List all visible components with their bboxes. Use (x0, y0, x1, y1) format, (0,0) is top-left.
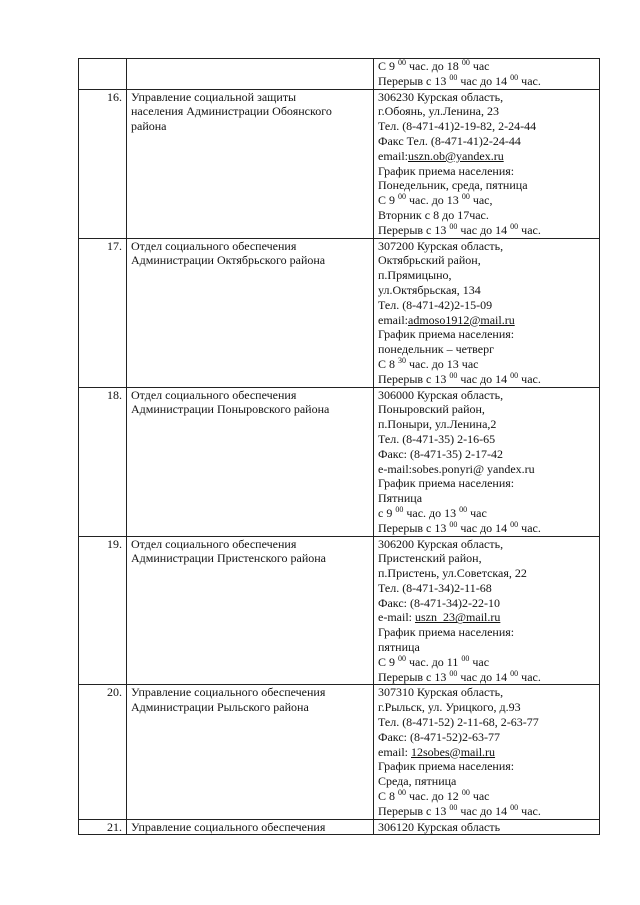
contact-text: час. (518, 371, 541, 386)
contact-line (378, 90, 595, 105)
time-superscript: 00 (398, 788, 407, 798)
organization-name-line: населения Администрации Обоянского (131, 104, 332, 119)
table-row (79, 89, 600, 238)
contact-text: Факс: (8-471-35) 2-17-42 (378, 446, 503, 461)
contact-text: с 9 (378, 505, 396, 520)
contact-text: С 8 (378, 356, 399, 371)
contact-text: Пристенский район, (378, 551, 482, 566)
contact-text: С 9 (378, 654, 399, 669)
row-number: 17. (79, 238, 127, 387)
contact-text: час до 14 (457, 520, 511, 535)
contact-line (378, 104, 595, 119)
contact-text: час. (518, 222, 541, 237)
organization-name-line: Отдел социального обеспечения (131, 536, 297, 551)
contact-text: час до 14 (457, 222, 511, 237)
contact-text: п.Прямицыно, (378, 268, 452, 283)
contact-line (378, 432, 595, 447)
contact-text: e-mail:sobes.ponyri@ yandex.ru (378, 461, 535, 476)
contact-text: час (469, 654, 490, 669)
contact-text: Перерыв с 13 (378, 520, 450, 535)
contact-text: час до 14 (457, 73, 511, 88)
time-superscript: 00 (449, 221, 458, 231)
contact-line (378, 730, 595, 745)
contact-line (378, 491, 595, 506)
contact-line (378, 59, 595, 74)
contact-line (378, 715, 595, 730)
contact-line (378, 74, 595, 89)
contact-line (378, 298, 595, 313)
organization-name-line: Администрации Пристенского района (131, 551, 327, 566)
contact-line (378, 506, 595, 521)
contact-text: Тел. (8-471-35) 2-16-65 (378, 431, 496, 446)
time-superscript: 00 (449, 802, 458, 812)
contact-text: 307310 Курская область, (378, 685, 504, 700)
time-superscript: 00 (398, 58, 407, 67)
contact-text: г.Обоянь, ул.Ленина, 23 (378, 104, 499, 119)
contact-text: час, (469, 193, 493, 208)
email-link[interactable]: 12sobes@mail.ru (411, 744, 496, 759)
contact-text: Пятница (378, 491, 423, 506)
contact-text: Перерыв с 13 (378, 73, 450, 88)
organization-name-cell (127, 238, 374, 387)
time-superscript: 00 (395, 504, 404, 514)
email-link[interactable]: uszn_23@mail.ru (414, 610, 501, 625)
row-number: 20. (79, 685, 127, 819)
contact-text: Тел. (8-471-42)2-15-09 (378, 297, 493, 312)
row-number (79, 59, 127, 90)
contact-text: Вторник с 8 до 17час. (378, 207, 489, 222)
organization-name-line: Отдел социального обеспечения (131, 238, 297, 253)
contact-text: e-mail: (378, 610, 415, 625)
organization-name-line: Администрации Поныровского района (131, 402, 330, 417)
time-superscript: 00 (449, 72, 458, 82)
contact-text: п.Пристень, ул.Советская, 22 (378, 566, 527, 581)
row-number: 19. (79, 536, 127, 685)
time-superscript: 00 (510, 370, 519, 380)
contact-text: час. (518, 669, 541, 684)
contact-text: понедельник – четверг (378, 342, 495, 357)
contact-line (378, 388, 595, 403)
time-superscript: 00 (510, 668, 519, 678)
contact-text: 307200 Курская область, (378, 238, 504, 253)
contact-line (378, 134, 595, 149)
contact-text: Тел. (8-471-34)2-11-68 (378, 580, 492, 595)
time-superscript: 00 (459, 504, 468, 514)
organization-name-line: Отдел социального обеспечения (131, 387, 297, 402)
organization-name-cell (127, 685, 374, 819)
time-superscript: 00 (398, 192, 407, 202)
contact-line (378, 476, 595, 491)
contact-line (378, 774, 595, 789)
time-superscript: 00 (449, 668, 458, 678)
contact-text: График приема населения: (378, 759, 515, 774)
contact-text: График приема населения: (378, 476, 515, 491)
contact-line (378, 789, 595, 804)
contact-text: Перерыв с 13 (378, 222, 450, 237)
contact-line (378, 581, 595, 596)
contact-line (378, 537, 595, 552)
contact-text: Перерыв с 13 (378, 371, 450, 386)
contact-text: 306120 Курская область (378, 819, 501, 834)
organization-name-line: Администрации Октябрьского района (131, 253, 326, 268)
contact-text: час. (518, 803, 541, 818)
organization-name-line: Управление социальной защиты (131, 89, 297, 104)
time-superscript: 00 (510, 802, 519, 812)
contact-text: час до 14 (457, 371, 511, 386)
contact-line (378, 685, 595, 700)
contact-text: час. до 12 (406, 789, 462, 804)
contact-line (378, 417, 595, 432)
organization-name-line: Управление социального обеспечения (131, 819, 326, 834)
time-superscript: 30 (398, 355, 407, 365)
time-superscript: 00 (510, 72, 519, 82)
table-row (79, 685, 600, 819)
contact-text: 306200 Курская область, (378, 536, 504, 551)
document-page (78, 58, 599, 835)
time-superscript: 00 (461, 192, 470, 202)
contact-line (378, 164, 595, 179)
contact-line (378, 253, 595, 268)
time-superscript: 00 (461, 653, 470, 663)
organization-name-cell (127, 536, 374, 685)
contact-line (378, 342, 595, 357)
contact-line (378, 283, 595, 298)
contact-line (378, 178, 595, 193)
contact-text: Тел. (8-471-41)2-19-82, 2-24-44 (378, 119, 537, 134)
contact-text: Факс Тел. (8-471-41)2-24-44 (378, 133, 521, 148)
contact-line (378, 462, 595, 477)
contact-line (378, 119, 595, 134)
row-number: 21. (79, 819, 127, 835)
contact-info-cell (374, 59, 600, 90)
contact-text: email: (378, 744, 411, 759)
organization-name-cell (127, 59, 374, 90)
contact-text: С 9 (378, 59, 399, 73)
contact-text: График приема населения: (378, 327, 515, 342)
contact-text: Понедельник, среда, пятница (378, 178, 528, 193)
time-superscript: 00 (461, 788, 470, 798)
contact-line (378, 447, 595, 462)
time-superscript: 00 (449, 519, 458, 529)
organization-name-line: Управление социального обеспечения (131, 685, 326, 700)
time-superscript: 00 (398, 653, 407, 663)
contact-text: час. (518, 73, 541, 88)
contact-line (378, 208, 595, 223)
time-superscript: 00 (449, 370, 458, 380)
contact-line (378, 745, 595, 760)
contact-info-cell (374, 819, 600, 835)
contact-text: час до 14 (457, 803, 511, 818)
contact-text: п.Поныри, ул.Ленина,2 (378, 417, 497, 432)
contact-text: 306000 Курская область, (378, 387, 504, 402)
contact-line (378, 402, 595, 417)
contact-line (378, 372, 595, 387)
contact-text: пятница (378, 640, 420, 655)
organization-name-line: Администрации Рыльского района (131, 700, 309, 715)
contact-info-cell (374, 685, 600, 819)
contact-text: Перерыв с 13 (378, 669, 450, 684)
contact-line (378, 566, 595, 581)
contact-info-cell (374, 536, 600, 685)
contact-text: С 8 (378, 789, 399, 804)
contact-text: час (469, 59, 490, 73)
contact-line (378, 193, 595, 208)
contact-line (378, 640, 595, 655)
contact-line (378, 357, 595, 372)
contact-info-cell (374, 238, 600, 387)
table-row (79, 238, 600, 387)
contact-line (378, 313, 595, 328)
time-superscript: 00 (510, 519, 519, 529)
organization-name-cell (127, 819, 374, 835)
contact-text: ул.Октябрьская, 134 (378, 282, 481, 297)
contact-text: час. до 13 час (406, 356, 479, 371)
contact-line (378, 149, 595, 164)
contact-line (378, 327, 595, 342)
table-row (79, 59, 600, 90)
time-superscript: 00 (461, 58, 470, 67)
contact-text: email: (378, 148, 408, 163)
time-superscript: 00 (510, 221, 519, 231)
contact-info-cell (374, 89, 600, 238)
contact-text: email: (378, 312, 408, 327)
organization-name-cell (127, 89, 374, 238)
contact-text: час. (518, 520, 541, 535)
contact-text: Среда, пятница (378, 774, 457, 789)
organization-name-line: района (131, 119, 167, 134)
contacts-table-body (79, 59, 600, 835)
contact-line (378, 655, 595, 670)
contact-text: Факс: (8-471-52)2-63-77 (378, 729, 500, 744)
contact-text: Октябрьский район, (378, 253, 481, 268)
contact-text: час. до 13 (406, 193, 462, 208)
contact-line (378, 670, 595, 685)
contact-text: час (469, 789, 490, 804)
contact-text: Перерыв с 13 (378, 803, 450, 818)
contact-line (378, 820, 595, 835)
email-link[interactable]: admoso1912@mail.ru (408, 312, 515, 327)
contacts-table (78, 58, 600, 835)
contact-text: 306230 Курская область, (378, 89, 504, 104)
contact-text: Факс: (8-471-34)2-22-10 (378, 595, 500, 610)
contact-line (378, 268, 595, 283)
table-row (79, 387, 600, 536)
contact-text: час. до 18 (406, 59, 462, 73)
table-row (79, 819, 600, 835)
contact-text: Поныровский район, (378, 402, 485, 417)
row-number: 16. (79, 89, 127, 238)
contact-line (378, 223, 595, 238)
contact-text: г.Рыльск, ул. Урицкого, д.93 (378, 700, 521, 715)
row-number: 18. (79, 387, 127, 536)
table-row (79, 536, 600, 685)
organization-name-cell (127, 387, 374, 536)
contact-text: С 9 (378, 193, 399, 208)
contact-info-cell (374, 387, 600, 536)
contact-line (378, 551, 595, 566)
contact-line (378, 521, 595, 536)
contact-line (378, 596, 595, 611)
contact-line (378, 700, 595, 715)
contact-text: час. до 13 (403, 505, 460, 520)
email-link[interactable]: uszn.ob@yandex.ru (408, 148, 504, 163)
contact-text: час (467, 505, 487, 520)
contact-line (378, 239, 595, 254)
contact-text: График приема населения: (378, 625, 515, 640)
contact-text: График приема населения: (378, 163, 515, 178)
contact-line (378, 625, 595, 640)
contact-line (378, 610, 595, 625)
contact-text: час. до 11 (406, 654, 462, 669)
contact-text: Тел. (8-471-52) 2-11-68, 2-63-77 (378, 715, 539, 730)
contact-line (378, 804, 595, 819)
contact-line (378, 759, 595, 774)
contact-text: час до 14 (457, 669, 511, 684)
